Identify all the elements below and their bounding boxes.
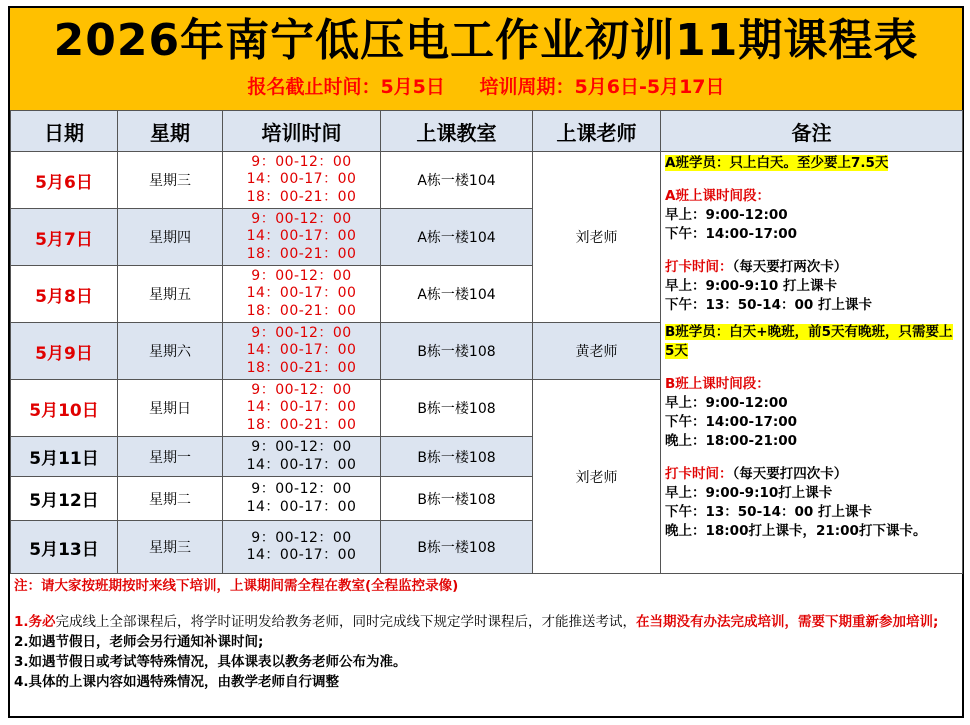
time-cell xyxy=(223,521,381,574)
time-slot: 14：00-17：00 xyxy=(246,547,357,563)
time-slot: 14：00-17：00 xyxy=(246,399,357,416)
subtitle xyxy=(10,74,962,100)
footer-item-2: 2.如遇节假日，老师会另行通知补课时间; xyxy=(14,634,264,650)
footer-item-4: 4.具体的上课内容如遇特殊情况，由教学老师自行调整 xyxy=(14,674,340,690)
time-slot: 9：00-12：00 xyxy=(251,153,352,170)
header-room: 上课教室 xyxy=(381,111,533,152)
room-cell: A栋一楼104 xyxy=(381,209,533,266)
header-date: 日期 xyxy=(11,111,118,152)
date-cell: 5月12日 xyxy=(11,477,118,521)
time-cell xyxy=(223,323,381,380)
room-cell: B栋一楼108 xyxy=(381,380,533,437)
time-slot: 9：00-12：00 xyxy=(251,381,352,398)
b-clock-morning: 早上：9:00-9:10打上课卡 xyxy=(665,485,833,501)
time-slot: 14：00-17：00 xyxy=(246,342,357,359)
time-slot: 9：00-12：00 xyxy=(251,481,352,497)
room-cell: B栋一楼108 xyxy=(381,477,533,521)
header-weekday: 星期 xyxy=(118,111,223,152)
footer-item-1-emphasis: 1.务必 xyxy=(14,614,56,630)
a-class-afternoon: 下午：14:00-17:00 xyxy=(665,226,798,242)
room-cell: A栋一楼104 xyxy=(381,152,533,209)
time-cell xyxy=(223,477,381,521)
date-cell: 5月11日 xyxy=(11,437,118,477)
weekday-cell: 星期三 xyxy=(118,152,223,209)
date-cell: 5月8日 xyxy=(11,266,118,323)
header-teacher: 上课老师 xyxy=(533,111,661,152)
a-class-morning: 早上：9:00-12:00 xyxy=(665,207,788,223)
a-class-time-title: A班上课时间段： xyxy=(665,188,770,204)
room-cell: B栋一楼108 xyxy=(381,521,533,574)
room-cell: B栋一楼108 xyxy=(381,437,533,477)
footer-item-1 xyxy=(14,612,958,632)
title-banner xyxy=(10,8,962,111)
weekday-cell: 星期日 xyxy=(118,380,223,437)
date-cell: 5月10日 xyxy=(11,380,118,437)
teacher-cell: 刘老师 xyxy=(533,152,661,323)
table-row xyxy=(11,152,963,209)
a-class-summary: A班学员：只上白天。至少要上7.5天 xyxy=(665,155,889,171)
footer-notice: 注：请大家按班期按时来线下培训，上课期间需全程在教室(全程监控录像) xyxy=(14,578,459,594)
time-cell xyxy=(223,380,381,437)
a-clock-note: （每天要打两次卡） xyxy=(732,259,848,275)
time-slot: 18：00-21：00 xyxy=(246,188,357,205)
footer-item-1-body: 完成线上全部课程后，将学时证明发给教务老师，同时完成线下规定学时课程后，才能推送考试， xyxy=(55,614,637,630)
date-cell: 5月6日 xyxy=(11,152,118,209)
time-slot: 18：00-21：00 xyxy=(246,245,357,262)
time-slot: 14：00-17：00 xyxy=(246,228,357,245)
a-clock-morning: 早上：9:00-9:10 打上课卡 xyxy=(665,278,837,294)
weekday-cell: 星期二 xyxy=(118,477,223,521)
time-slot: 9：00-12：00 xyxy=(251,210,352,227)
footer-item-1-warning: 在当期没有办法完成培训，需要下期重新参加培训; xyxy=(636,614,939,630)
schedule-table xyxy=(10,110,963,574)
b-clock-title: 打卡时间： xyxy=(665,466,733,482)
time-slot: 9：00-12：00 xyxy=(251,267,352,284)
date-cell: 5月9日 xyxy=(11,323,118,380)
header-notes: 备注 xyxy=(661,111,963,152)
a-clock-afternoon: 下午：13：50-14：00 打上课卡 xyxy=(665,297,872,313)
schedule-sheet xyxy=(8,6,964,718)
time-slot: 18：00-21：00 xyxy=(246,302,357,319)
time-slot: 14：00-17：00 xyxy=(246,171,357,188)
time-slot: 14：00-17：00 xyxy=(246,498,357,515)
footer-notes xyxy=(10,574,962,716)
time-cell xyxy=(223,152,381,209)
time-cell xyxy=(223,437,381,477)
room-cell: A栋一楼104 xyxy=(381,266,533,323)
time-cell xyxy=(223,209,381,266)
teacher-cell: 刘老师 xyxy=(533,380,661,574)
teacher-cell: 黄老师 xyxy=(533,323,661,380)
notes-cell xyxy=(661,152,963,574)
time-slot: 9：00-12：00 xyxy=(251,439,352,455)
header-time: 培训时间 xyxy=(223,111,381,152)
time-slot: 14：00-17：00 xyxy=(246,456,357,473)
b-clock-note: （每天要打四次卡） xyxy=(732,466,848,482)
weekday-cell: 星期五 xyxy=(118,266,223,323)
time-slot: 9：00-12：00 xyxy=(251,324,352,341)
weekday-cell: 星期三 xyxy=(118,521,223,574)
time-slot: 18：00-21：00 xyxy=(246,416,357,433)
b-class-evening: 晚上：18:00-21:00 xyxy=(665,433,798,449)
b-clock-evening: 晚上：18:00打上课卡，21:00打下课卡。 xyxy=(665,523,927,539)
time-slot: 14：00-17：00 xyxy=(246,285,357,302)
registration-deadline: 报名截止时间：5月5日 xyxy=(247,76,445,98)
b-class-afternoon: 下午：14:00-17:00 xyxy=(665,414,798,430)
b-class-morning: 早上：9:00-12:00 xyxy=(665,395,788,411)
page-title: 2026年南宁低压电工作业初训11期课程表 xyxy=(53,15,919,66)
room-cell: B栋一楼108 xyxy=(381,323,533,380)
weekday-cell: 星期四 xyxy=(118,209,223,266)
time-slot: 9：00-12：00 xyxy=(251,529,352,546)
footer-item-3: 3.如遇节假日或考试等特殊情况，具体课表以教务老师公布为准。 xyxy=(14,654,407,670)
date-cell: 5月7日 xyxy=(11,209,118,266)
time-slot: 18：00-21：00 xyxy=(246,359,357,376)
table-header-row xyxy=(11,111,963,152)
b-class-summary: B班学员：白天+晚班，前5天有晚班，只需要上5天 xyxy=(665,324,953,359)
training-period: 培训周期：5月6日-5月17日 xyxy=(479,76,725,98)
b-class-time-title: B班上课时间段： xyxy=(665,376,770,392)
weekday-cell: 星期一 xyxy=(118,437,223,477)
a-clock-title: 打卡时间： xyxy=(665,259,733,275)
b-clock-afternoon: 下午：13：50-14：00 打上课卡 xyxy=(665,504,872,520)
time-cell xyxy=(223,266,381,323)
date-cell: 5月13日 xyxy=(11,521,118,574)
weekday-cell: 星期六 xyxy=(118,323,223,380)
